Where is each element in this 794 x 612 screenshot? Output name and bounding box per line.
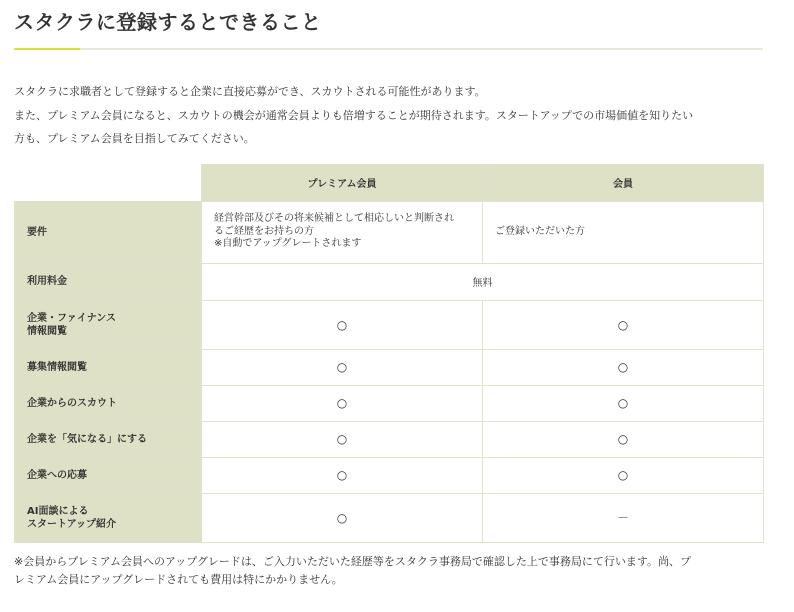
cell-premium-mark: ○: [202, 300, 483, 349]
footnote-line: レミアム会員にアップグレードされても費用は特にかかりません。: [14, 572, 343, 586]
cell-member-mark: －: [483, 493, 764, 542]
row-header-scouts: [15, 385, 202, 421]
table-row-ai-interview: [15, 493, 764, 542]
table-row-bookmark-company: [15, 421, 764, 457]
row-header-label: 利用料金: [27, 276, 67, 287]
content-section: [14, 0, 763, 589]
row-header-label: 募集情報閲覧: [27, 361, 87, 373]
intro-text: [14, 80, 763, 151]
section-heading: スタクラに登録するとできること: [14, 10, 322, 34]
cell-member-mark: ○: [483, 421, 764, 457]
cell-member-requirements: ご登録いただいた方: [483, 201, 764, 263]
intro-line: スタクラに求職者として登録すると企業に直接応募ができ、スカウトされる可能性があります。: [14, 85, 486, 98]
column-header-premium: プレミアム会員: [202, 164, 483, 201]
table-row-apply: [15, 457, 764, 493]
cell-fee-shared: 無料: [202, 263, 764, 300]
row-header-ai-interview: [15, 493, 202, 542]
membership-comparison-table: [14, 164, 764, 543]
heading-underline: [14, 48, 763, 50]
cell-member-mark: ○: [483, 349, 764, 385]
row-header-job-listings: [15, 349, 202, 385]
cell-premium-mark: ○: [202, 457, 483, 493]
upgrade-footnote: [14, 553, 763, 589]
table-row-fee: [15, 263, 764, 300]
cell-premium-mark: ○: [202, 385, 483, 421]
cell-text-line: るご経歴をお持ちの方: [214, 225, 314, 237]
intro-line: また、プレミアム会員になると、スカウトの機会が通常会員よりも倍増することが期待されます。スタートアップでの市場価値を知りたい: [14, 108, 694, 122]
row-header-label: 要件: [27, 226, 47, 238]
cell-premium-mark: ○: [202, 421, 483, 457]
cell-premium-requirements: [202, 201, 483, 263]
table-row-requirements: [15, 201, 764, 263]
cell-premium-mark: ○: [202, 493, 483, 542]
row-header-requirements: [15, 201, 202, 263]
row-header-label: 企業を「気になる」にする: [27, 433, 147, 445]
table-header-row: [15, 164, 764, 201]
cell-member-mark: ○: [483, 300, 764, 349]
heading-underline-accent: [14, 48, 80, 50]
row-header-label: 企業への応募: [27, 469, 87, 481]
cell-text-line: ※自動でアップグレートされます: [214, 238, 362, 250]
row-header-label: 情報閲覧: [27, 325, 67, 337]
row-header-company-finance-info: [15, 300, 202, 349]
table-row-company-finance-info: [15, 300, 764, 349]
column-header-member: 会員: [483, 164, 764, 201]
row-header-label: AI面談による: [27, 505, 89, 517]
table-corner-cell: [15, 164, 202, 201]
table-row-scouts: [15, 385, 764, 421]
row-header-label: 企業からのスカウト: [27, 397, 117, 409]
intro-line: 方も、プレミアム会員を目指してみてください。: [14, 132, 255, 145]
table-row-job-listings: [15, 349, 764, 385]
footnote-line: ※会員からプレミアム会員へのアップグレードは、ご入力いただいた経歴等をスタクラ事務局で確認した上で事務局にて行います。尚、プ: [14, 554, 692, 568]
row-header-apply: [15, 457, 202, 493]
row-header-label: 企業・ファイナンス: [27, 312, 116, 324]
cell-text-line: 経営幹部及びその将来候補として相応しいと判断され: [214, 213, 454, 225]
cell-member-mark: ○: [483, 457, 764, 493]
cell-member-mark: ○: [483, 385, 764, 421]
row-header-label: スタートアップ紹介: [27, 518, 116, 530]
cell-premium-mark: ○: [202, 349, 483, 385]
row-header-bookmark-company: [15, 421, 202, 457]
row-header-fee: [15, 263, 202, 300]
